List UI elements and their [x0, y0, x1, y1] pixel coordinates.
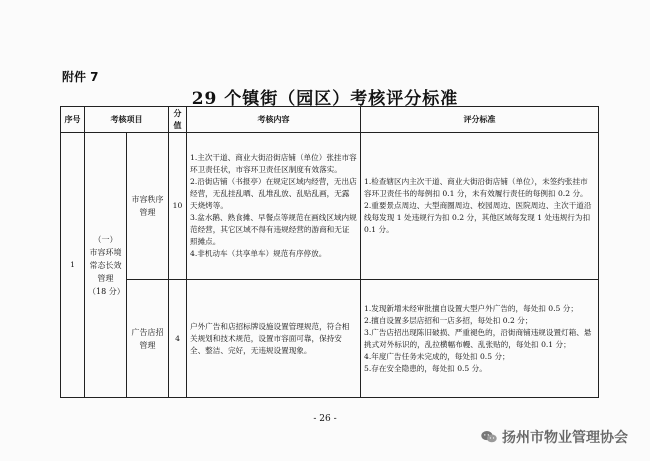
- sub-item-score: 10: [169, 133, 187, 280]
- content-line: 4.非机动车（共享单车）规范有序停放。: [190, 249, 327, 258]
- row-seq: 1: [61, 133, 85, 398]
- content-line: 1.主次干道、商业大街沿街店铺（单位）张挂市容环卫责任状，市容环卫责任区制度有效落实。: [190, 153, 357, 174]
- scoring-table: [60, 106, 599, 398]
- criteria-line: 2.重要景点周边、大型商圈周边、校园周边、医院周边、主次干道沿线每发现 1 处违规行为扣 0.2 分，其他区域每发现 1 处违规行为扣 0.1 分。: [364, 201, 592, 234]
- watermark-text: 扬州市物业管理协会: [502, 430, 628, 446]
- header-criteria: 评分标准: [361, 107, 599, 133]
- content-cell: [187, 280, 361, 398]
- category-score: （18 分）: [88, 286, 125, 296]
- sub-item-score: 4: [169, 280, 187, 398]
- content-line: 3.盆水鹅、熟食摊、早餐点等规范在画线区域内规范经营，其它区域不得有违规经营的游商和无证照摊点。: [190, 213, 357, 246]
- category-number: （一）: [93, 234, 118, 244]
- sub-item-name: 广告店招管理: [127, 280, 169, 398]
- header-item: 考核项目: [85, 107, 169, 133]
- criteria-line: 5.存在安全隐患的，每处扣 0.5 分。: [364, 363, 487, 373]
- header-score: 分值: [169, 107, 187, 133]
- wechat-icon: [480, 430, 498, 444]
- criteria-line: 1.检查辖区内主次干道、商业大街沿街店铺（单位），未签约张挂市容环卫责任书的每例扣 0.1 分，未有效履行责任的每例扣 0.2 分。: [364, 177, 588, 198]
- table-row: [61, 280, 599, 398]
- table-header-row: [61, 107, 599, 133]
- page-number: - 26 -: [313, 414, 337, 424]
- sub-item-name: 市容秩序管理: [127, 133, 169, 280]
- table-row: [61, 133, 599, 280]
- content-line: 2.沿街店铺（书报亭）在规定区域内经营，无出店经营，无乱挂乱晒、乱堆乱放、乱贴乱画，无露天烧烤等。: [190, 177, 357, 210]
- content-line: 户外广告和店招标牌设施设置管理规范，符合相关规划和技术规范，设置市容面可靠，保持安全、整洁、完好，无违规设置现象。: [190, 321, 350, 355]
- annex-label: 附件 7: [62, 70, 99, 84]
- header-content: 考核内容: [187, 107, 361, 133]
- document-title: 29 个镇街（园区）考核评分标准: [191, 89, 459, 109]
- header-seq: 序号: [61, 107, 85, 133]
- criteria-cell: [361, 280, 599, 398]
- criteria-cell: [361, 133, 599, 280]
- watermark: [480, 427, 628, 447]
- category-cell: [85, 133, 127, 398]
- criteria-line: 1.发现新增未经审批擅自设置大型户外广告的，每处扣 0.5 分；: [364, 303, 578, 313]
- criteria-line: 3.广告店招出现陈旧破损、严重褪色的，沿街商铺违规设置灯箱、悬挑式对外标识的，乱拉横幅布幔、乱张贴的，每处扣 0.1 分；: [364, 327, 592, 349]
- content-cell: [187, 133, 361, 280]
- category-name: 市容环境常态长效管理: [89, 247, 122, 283]
- criteria-line: 2.擅自设置多层店招和一店多招，每处扣 0.2 分；: [364, 315, 533, 325]
- criteria-line: 4.年度广告任务未完成的，每处扣 0.5 分；: [364, 351, 510, 361]
